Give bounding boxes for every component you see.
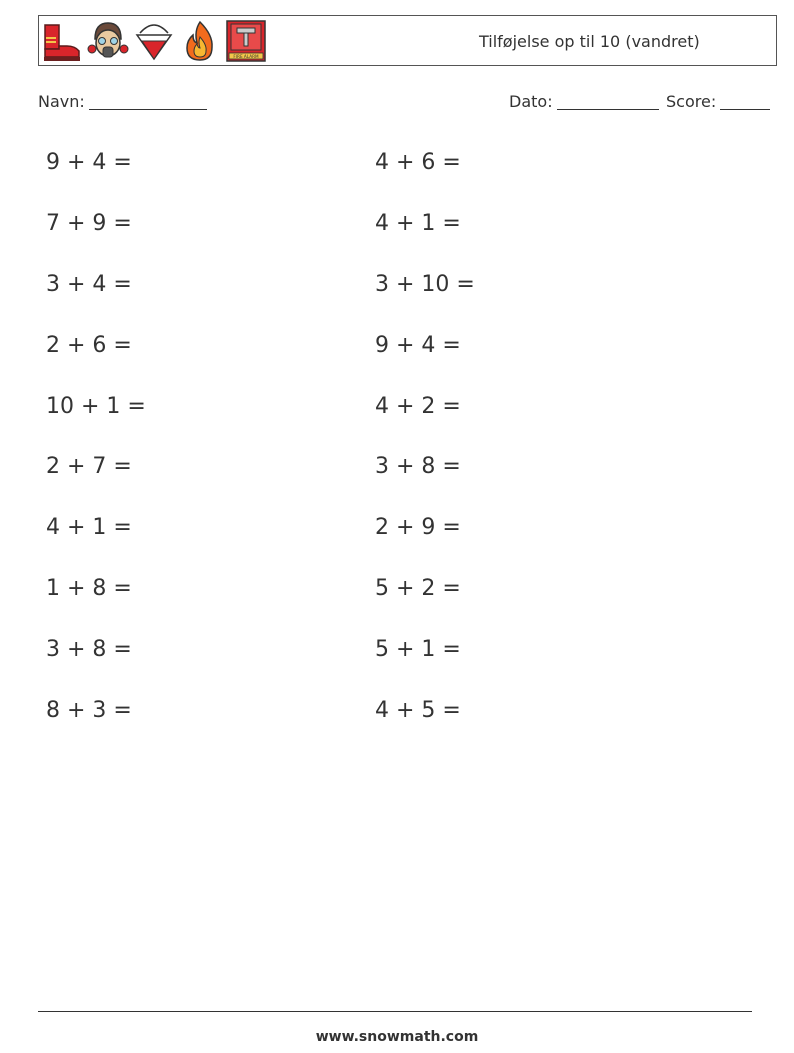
problem-right-9: 5 + 1 = (375, 637, 461, 662)
worksheet-title: Tilføjelse op til 10 (vandret) (479, 32, 700, 51)
problem-left-5: 10 + 1 = (46, 394, 146, 419)
score-label: Score: (666, 92, 717, 111)
problem-right-5: 4 + 2 = (375, 394, 461, 419)
problem-left-3: 3 + 4 = (46, 272, 132, 297)
problem-right-7: 2 + 9 = (375, 515, 461, 540)
header-box (38, 15, 777, 66)
problem-right-10: 4 + 5 = (375, 698, 461, 723)
gas-mask-icon (87, 19, 129, 63)
problem-right-8: 5 + 2 = (375, 576, 461, 601)
problem-right-6: 3 + 8 = (375, 454, 461, 479)
fire-bucket-icon (133, 19, 175, 63)
problem-left-6: 2 + 7 = (46, 454, 132, 479)
footer-divider (38, 1011, 752, 1012)
footer-website-link[interactable]: www.snowmath.com (315, 1029, 479, 1045)
icon-strip (41, 19, 267, 63)
problem-left-1: 9 + 4 = (46, 150, 132, 175)
flame-icon (179, 19, 221, 63)
problem-right-4: 9 + 4 = (375, 333, 461, 358)
name-blank-line (89, 93, 207, 110)
problem-right-1: 4 + 6 = (375, 150, 461, 175)
problem-left-7: 4 + 1 = (46, 515, 132, 540)
problem-left-8: 1 + 8 = (46, 576, 132, 601)
problem-left-4: 2 + 6 = (46, 333, 132, 358)
name-field (38, 92, 207, 111)
alarm-label: FIRE ALARM (233, 54, 259, 59)
fire-boot-icon (41, 19, 83, 63)
problem-left-9: 3 + 8 = (46, 637, 132, 662)
fire-alarm-icon (225, 19, 267, 63)
problem-left-10: 8 + 3 = (46, 698, 132, 723)
problem-right-3: 3 + 10 = (375, 272, 475, 297)
name-label: Navn: (38, 92, 85, 111)
date-label: Dato: (509, 92, 553, 111)
problem-left-2: 7 + 9 = (46, 211, 132, 236)
score-blank-line (720, 93, 770, 110)
score-field (666, 92, 770, 111)
problem-right-2: 4 + 1 = (375, 211, 461, 236)
date-blank-line (557, 93, 659, 110)
date-field (509, 92, 659, 111)
